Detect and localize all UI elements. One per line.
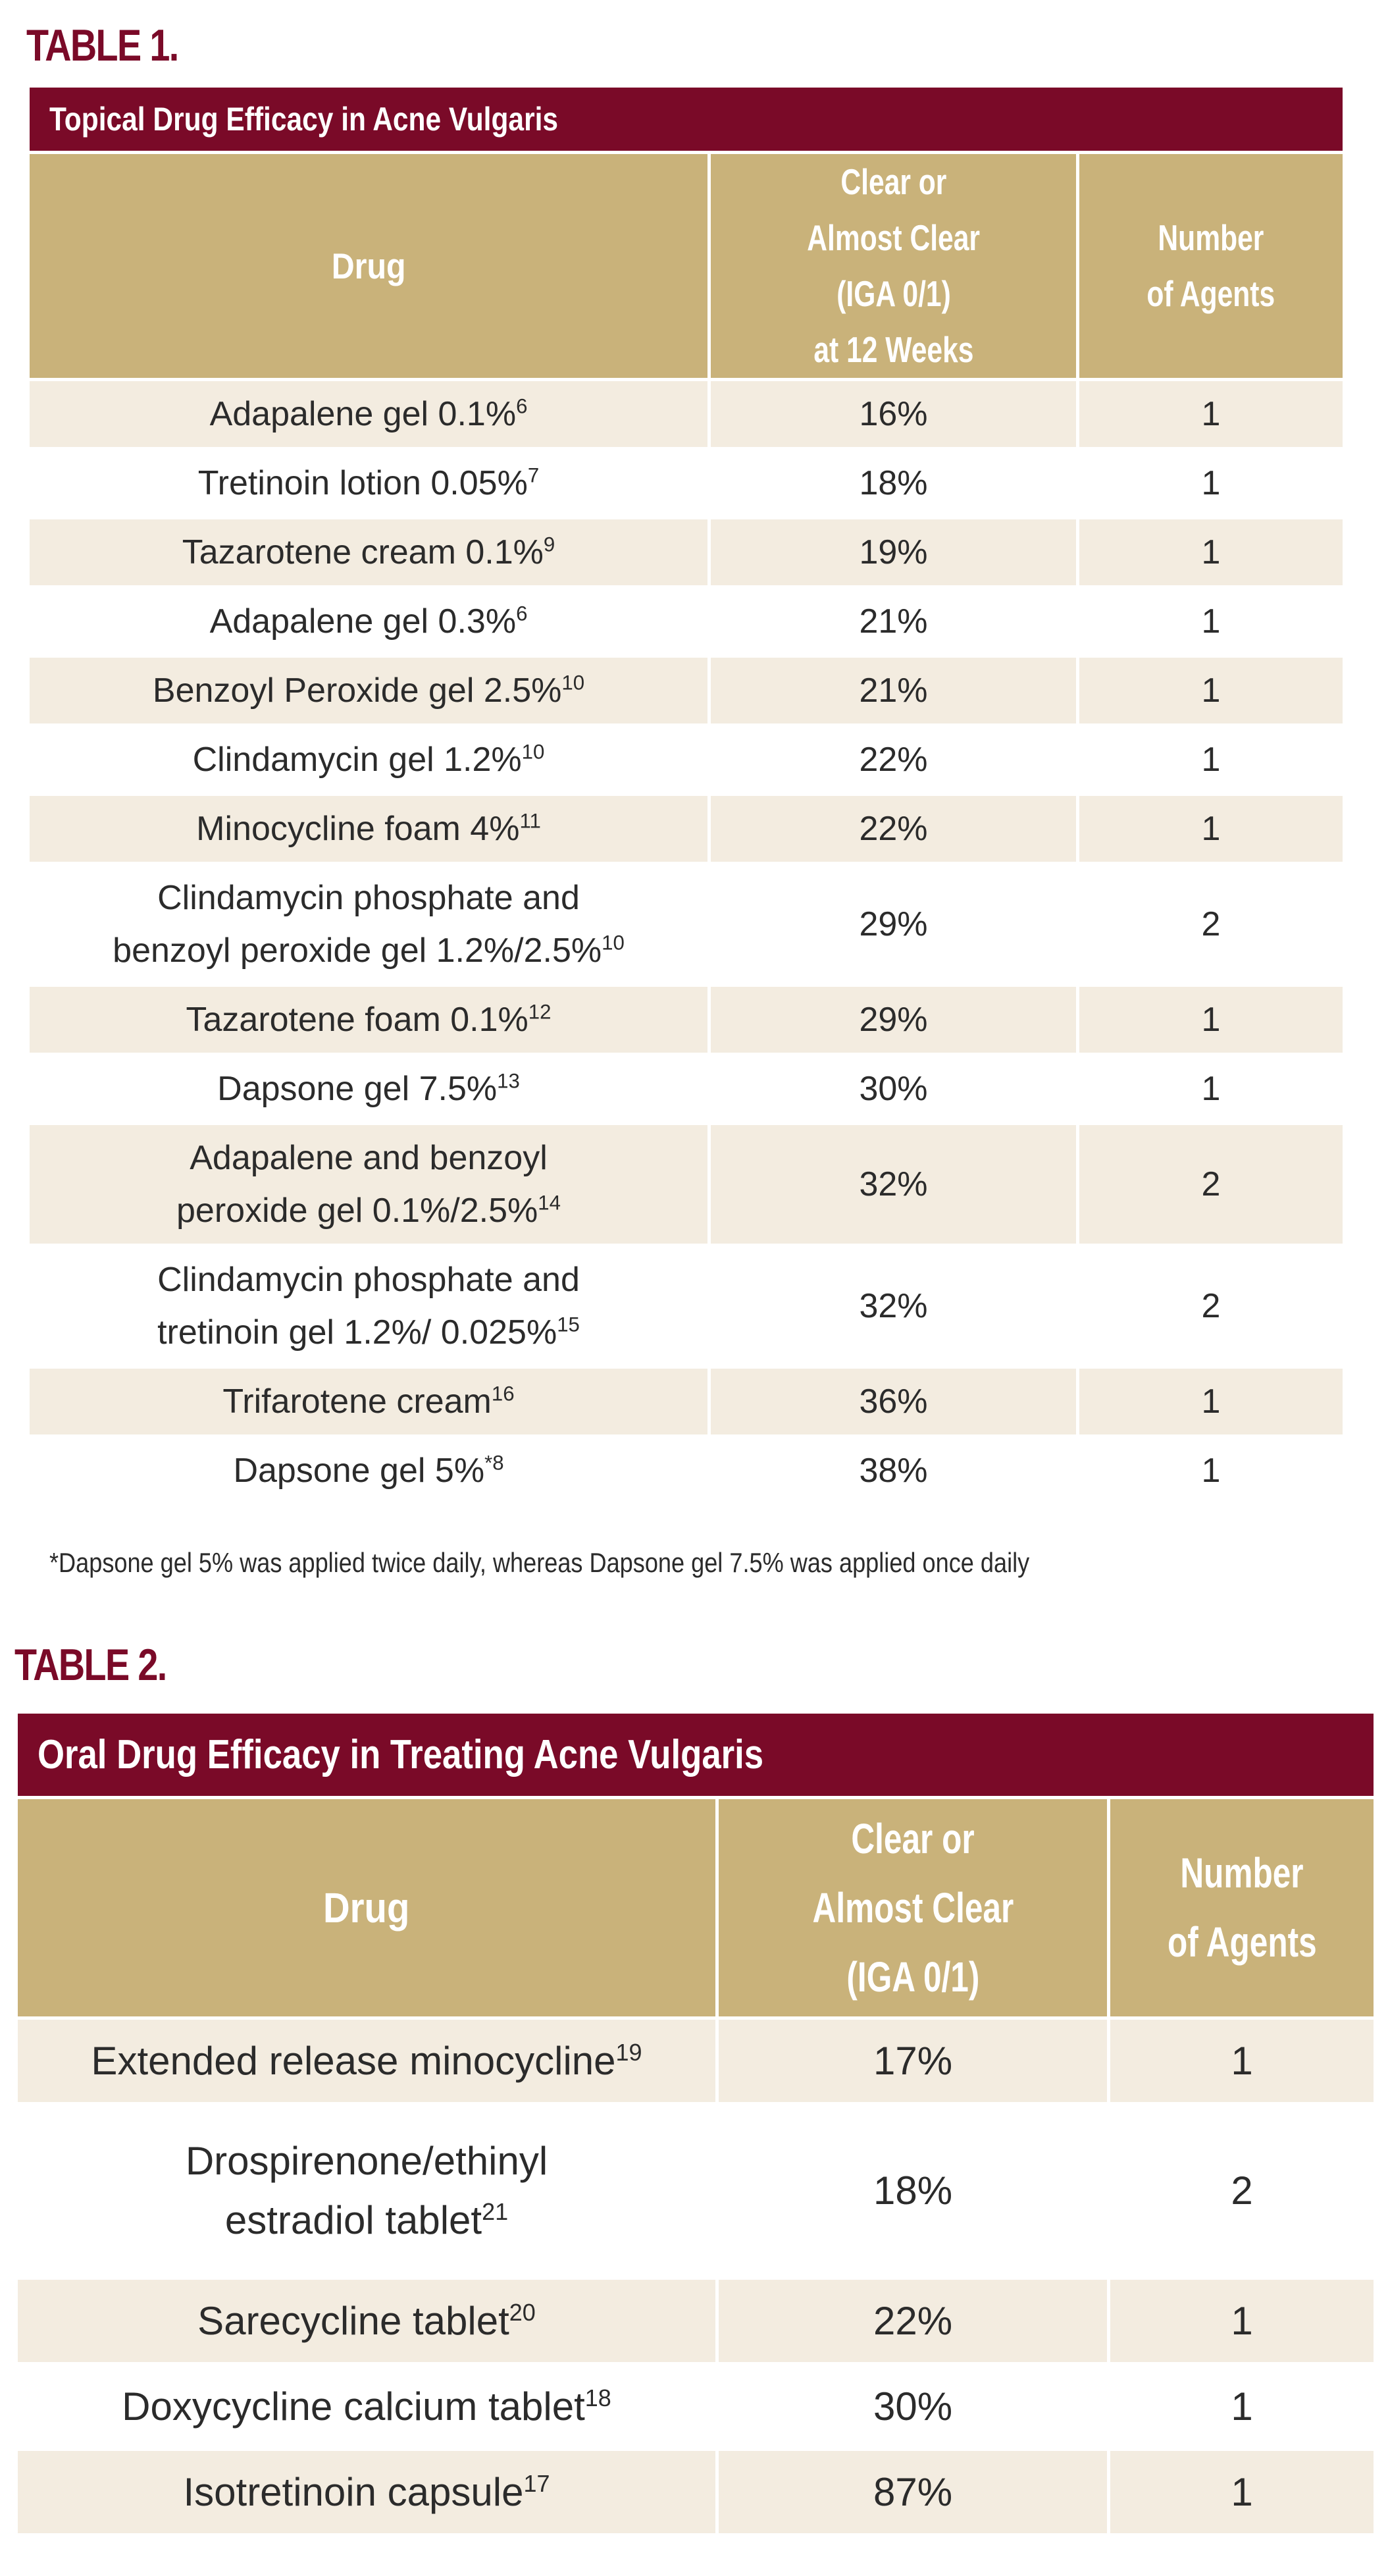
agents-count-cell: 1 <box>1079 381 1343 447</box>
drug-cell <box>18 2280 715 2362</box>
table-1-label: TABLE 1. <box>26 20 178 70</box>
drug-cell <box>30 1438 707 1504</box>
drug-name: tretinoin gel 1.2%/ 0.025% <box>157 1313 557 1352</box>
agents-count-cell: 1 <box>1079 1369 1343 1434</box>
drug-name: Sarecycline tablet <box>197 2298 509 2343</box>
reference-superscript: 6 <box>516 602 528 625</box>
table-2-header-agents <box>1110 1799 1374 2016</box>
table-row <box>18 2105 1374 2276</box>
drug-name: Benzoyl Peroxide gel 2.5% <box>152 671 562 710</box>
table-2-header-clear <box>719 1799 1107 2016</box>
table-1-footnote: *Dapsone gel 5% was applied twice daily, whereas Dapsone gel 7.5% was applied once daily <box>49 1547 1030 1578</box>
drug-name: Dapsone gel 7.5% <box>217 1070 498 1108</box>
drug-cell <box>30 796 707 862</box>
drug-name: Doxycycline calcium tablet <box>122 2384 585 2429</box>
drug-name: Isotretinoin capsule <box>183 2469 524 2514</box>
clear-rate-cell: 29% <box>711 987 1076 1053</box>
table-row <box>30 1125 1343 1244</box>
drug-cell <box>30 381 707 447</box>
reference-superscript: 10 <box>602 931 625 955</box>
drug-name: Adapalene gel 0.1% <box>209 395 517 433</box>
table-1-header-clear <box>711 154 1076 378</box>
reference-superscript: 10 <box>521 740 545 764</box>
header-line: Clear or <box>851 1814 975 1862</box>
table-row <box>18 2365 1374 2448</box>
agents-count-cell: 1 <box>1110 2280 1374 2362</box>
reference-superscript: 13 <box>497 1069 520 1093</box>
agents-count-cell: 2 <box>1079 865 1343 984</box>
reference-superscript: 14 <box>538 1191 561 1215</box>
agents-count-cell: 1 <box>1079 1056 1343 1122</box>
table-row <box>30 1247 1343 1365</box>
clear-rate-cell: 22% <box>711 796 1076 862</box>
agents-count-cell: 1 <box>1079 727 1343 793</box>
drug-name: peroxide gel 0.1%/2.5% <box>176 1192 538 1230</box>
table-row <box>30 1369 1343 1434</box>
agents-count-cell: 2 <box>1079 1125 1343 1244</box>
header-line: Almost Clear <box>807 217 980 258</box>
table-row <box>30 381 1343 447</box>
reference-superscript: 16 <box>491 1382 515 1406</box>
table-row <box>30 519 1343 585</box>
agents-count-cell: 1 <box>1079 796 1343 862</box>
clear-rate-cell: 17% <box>719 2020 1107 2102</box>
drug-name: Extended release minocycline <box>91 2038 616 2083</box>
clear-rate-cell: 32% <box>711 1247 1076 1365</box>
clear-rate-cell: 36% <box>711 1369 1076 1434</box>
table-1 <box>26 84 1346 1507</box>
table-2-header-drug: Drug <box>18 1799 715 2016</box>
clear-rate-cell: 18% <box>711 450 1076 516</box>
drug-cell <box>18 2365 715 2448</box>
clear-rate-cell: 21% <box>711 658 1076 723</box>
table-1-header-drug: Drug <box>30 154 707 378</box>
reference-superscript: 18 <box>584 2384 611 2411</box>
clear-rate-cell: 38% <box>711 1438 1076 1504</box>
agents-count-cell: 1 <box>1079 658 1343 723</box>
agents-count-cell: 1 <box>1110 2020 1374 2102</box>
reference-superscript: 21 <box>482 2198 509 2225</box>
drug-name: Drospirenone/ethinyl <box>185 2139 548 2183</box>
table-2-title: Oral Drug Efficacy in Treating Acne Vulgaris <box>18 1714 1374 1796</box>
drug-cell <box>30 1056 707 1122</box>
reference-superscript: 15 <box>557 1313 580 1336</box>
reference-superscript: 6 <box>516 394 528 418</box>
header-line: Number <box>1180 1849 1304 1897</box>
drug-cell <box>30 589 707 654</box>
agents-count-cell: 1 <box>1079 987 1343 1053</box>
clear-rate-cell: 22% <box>719 2280 1107 2362</box>
table-2-body <box>18 2020 1374 2533</box>
drug-name: Tretinoin lotion 0.05% <box>197 464 528 502</box>
drug-name: Adapalene and benzoyl <box>190 1139 548 1177</box>
drug-name: Tazarotene foam 0.1% <box>186 1001 528 1039</box>
table-row <box>30 450 1343 516</box>
table-row <box>30 727 1343 793</box>
clear-rate-cell: 16% <box>711 381 1076 447</box>
clear-rate-cell: 29% <box>711 865 1076 984</box>
table-row <box>30 589 1343 654</box>
agents-count-cell: 1 <box>1110 2365 1374 2448</box>
table-1-header-agents <box>1079 154 1343 378</box>
drug-name: Adapalene gel 0.3% <box>209 602 517 641</box>
drug-cell <box>30 727 707 793</box>
drug-name: Tazarotene cream 0.1% <box>182 533 544 571</box>
header-line: (IGA 0/1) <box>846 1953 979 2001</box>
clear-rate-cell: 87% <box>719 2451 1107 2533</box>
clear-rate-cell: 32% <box>711 1125 1076 1244</box>
header-line: Number <box>1158 217 1264 258</box>
drug-name: Clindamycin phosphate and <box>157 879 580 917</box>
drug-cell <box>30 1247 707 1365</box>
table-row <box>30 1438 1343 1504</box>
table-row <box>30 796 1343 862</box>
drug-cell <box>30 865 707 984</box>
agents-count-cell: 1 <box>1079 519 1343 585</box>
drug-name: estradiol tablet <box>224 2198 482 2242</box>
agents-count-cell: 1 <box>1079 450 1343 516</box>
drug-cell <box>18 2105 715 2276</box>
agents-count-cell: 2 <box>1079 1247 1343 1365</box>
header-line: at 12 Weeks <box>813 329 974 370</box>
header-line: Clear or <box>840 161 946 202</box>
reference-superscript: 11 <box>519 809 541 833</box>
table-row <box>30 1056 1343 1122</box>
agents-count-cell: 1 <box>1079 1438 1343 1504</box>
agents-count-cell: 1 <box>1110 2451 1374 2533</box>
reference-superscript: 7 <box>527 463 540 487</box>
reference-superscript: 20 <box>509 2298 536 2326</box>
drug-name: Clindamycin gel 1.2% <box>192 741 522 779</box>
table-row <box>18 2020 1374 2102</box>
clear-rate-cell: 19% <box>711 519 1076 585</box>
drug-cell <box>18 2451 715 2533</box>
agents-count-cell: 2 <box>1110 2105 1374 2276</box>
reference-superscript: *8 <box>484 1451 504 1475</box>
table-row <box>18 2451 1374 2533</box>
reference-superscript: 9 <box>543 533 555 556</box>
table-row <box>30 658 1343 723</box>
table-row <box>30 987 1343 1053</box>
header-line: of Agents <box>1146 273 1275 314</box>
clear-rate-cell: 30% <box>711 1056 1076 1122</box>
reference-superscript: 10 <box>561 671 585 695</box>
drug-cell <box>30 1125 707 1244</box>
drug-cell <box>18 2020 715 2102</box>
clear-rate-cell: 18% <box>719 2105 1107 2276</box>
drug-name: Clindamycin phosphate and <box>157 1261 580 1299</box>
drug-cell <box>30 987 707 1053</box>
agents-count-cell: 1 <box>1079 589 1343 654</box>
table-1-body <box>30 381 1343 1504</box>
reference-superscript: 12 <box>528 1000 552 1024</box>
table-row <box>18 2280 1374 2362</box>
header-line: of Agents <box>1167 1918 1317 1966</box>
reference-superscript: 17 <box>523 2469 550 2497</box>
clear-rate-cell: 21% <box>711 589 1076 654</box>
drug-name: Minocycline foam 4% <box>196 810 520 848</box>
table-2-label: TABLE 2. <box>14 1640 167 1690</box>
reference-superscript: 19 <box>615 2038 642 2066</box>
drug-name: Dapsone gel 5% <box>233 1452 485 1490</box>
table-1-title: Topical Drug Efficacy in Acne Vulgaris <box>30 88 1343 151</box>
table-row <box>30 865 1343 984</box>
table-2 <box>14 1710 1377 2537</box>
header-line: (IGA 0/1) <box>836 273 951 314</box>
drug-cell <box>30 519 707 585</box>
clear-rate-cell: 30% <box>719 2365 1107 2448</box>
drug-name: Trifarotene cream <box>222 1382 492 1421</box>
header-line: Almost Clear <box>812 1883 1014 1932</box>
drug-name: benzoyl peroxide gel 1.2%/2.5% <box>113 932 602 970</box>
drug-cell <box>30 1369 707 1434</box>
drug-cell <box>30 450 707 516</box>
drug-cell <box>30 658 707 723</box>
clear-rate-cell: 22% <box>711 727 1076 793</box>
